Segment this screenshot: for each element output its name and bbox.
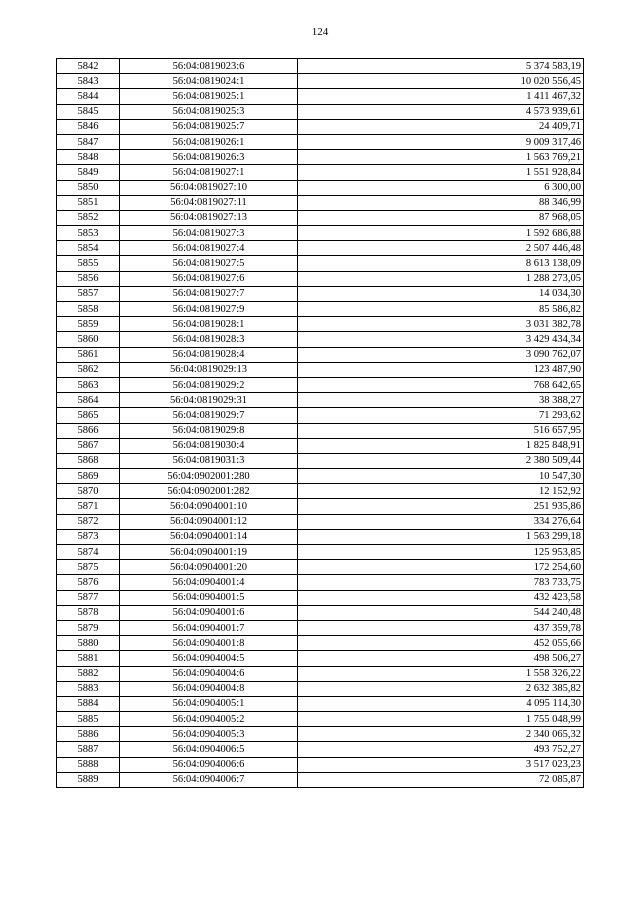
table-row xyxy=(57,772,584,787)
cadastral-number-cell: 56:04:0902001:282 xyxy=(120,484,298,499)
row-number-cell: 5858 xyxy=(57,302,120,317)
row-number-cell: 5846 xyxy=(57,119,120,134)
table-row xyxy=(57,180,584,195)
cadastral-value-cell: 12 152,92 xyxy=(298,484,584,499)
cadastral-number-cell: 56:04:0819031:3 xyxy=(120,453,298,468)
cadastral-number-cell: 56:04:0819029:8 xyxy=(120,423,298,438)
row-number-cell: 5863 xyxy=(57,377,120,392)
cadastral-value-cell: 3 429 434,34 xyxy=(298,332,584,347)
table-row xyxy=(57,134,584,149)
row-number-cell: 5856 xyxy=(57,271,120,286)
table-row xyxy=(57,666,584,681)
cadastral-value-cell: 9 009 317,46 xyxy=(298,134,584,149)
table-row xyxy=(57,742,584,757)
cadastral-value-cell: 1 288 273,05 xyxy=(298,271,584,286)
page-number: 124 xyxy=(311,26,329,38)
row-number-cell: 5869 xyxy=(57,469,120,484)
table-body xyxy=(57,59,584,788)
cadastral-value-cell: 1 592 686,88 xyxy=(298,226,584,241)
cadastral-number-cell: 56:04:0904001:8 xyxy=(120,636,298,651)
cadastral-value-cell: 6 300,00 xyxy=(298,180,584,195)
table-row xyxy=(57,362,584,377)
cadastral-number-cell: 56:04:0819030:4 xyxy=(120,438,298,453)
cadastral-value-cell: 3 031 382,78 xyxy=(298,317,584,332)
cadastral-value-cell: 1 551 928,84 xyxy=(298,165,584,180)
cadastral-value-cell: 432 423,58 xyxy=(298,590,584,605)
row-number-cell: 5861 xyxy=(57,347,120,362)
table-row xyxy=(57,499,584,514)
cadastral-value-cell: 768 642,65 xyxy=(298,377,584,392)
cadastral-number-cell: 56:04:0819027:3 xyxy=(120,226,298,241)
table-row xyxy=(57,377,584,392)
table-row xyxy=(57,651,584,666)
cadastral-value-cell: 1 563 769,21 xyxy=(298,150,584,165)
row-number-cell: 5867 xyxy=(57,438,120,453)
cadastral-value-cell: 3 517 023,23 xyxy=(298,757,584,772)
cadastral-value-cell: 1 755 048,99 xyxy=(298,712,584,727)
row-number-cell: 5860 xyxy=(57,332,120,347)
cadastral-number-cell: 56:04:0904006:5 xyxy=(120,742,298,757)
cadastral-number-cell: 56:04:0904005:3 xyxy=(120,727,298,742)
cadastral-value-cell: 437 359,78 xyxy=(298,620,584,635)
table-row xyxy=(57,438,584,453)
row-number-cell: 5857 xyxy=(57,286,120,301)
cadastral-value-cell: 334 276,64 xyxy=(298,514,584,529)
row-number-cell: 5859 xyxy=(57,317,120,332)
table-row xyxy=(57,620,584,635)
cadastral-number-cell: 56:04:0819026:1 xyxy=(120,134,298,149)
cadastral-number-cell: 56:04:0819029:13 xyxy=(120,362,298,377)
table-row xyxy=(57,560,584,575)
cadastral-value-cell: 544 240,48 xyxy=(298,605,584,620)
cadastral-value-cell: 783 733,75 xyxy=(298,575,584,590)
table-row xyxy=(57,575,584,590)
cadastral-value-cell: 4 095 114,30 xyxy=(298,696,584,711)
cadastral-number-cell: 56:04:0819029:7 xyxy=(120,408,298,423)
row-number-cell: 5877 xyxy=(57,590,120,605)
table-row xyxy=(57,119,584,134)
cadastral-number-cell: 56:04:0904004:6 xyxy=(120,666,298,681)
cadastral-value-cell: 4 573 939,61 xyxy=(298,104,584,119)
row-number-cell: 5885 xyxy=(57,712,120,727)
cadastral-number-cell: 56:04:0819027:10 xyxy=(120,180,298,195)
cadastral-value-cell: 3 090 762,07 xyxy=(298,347,584,362)
table-row xyxy=(57,347,584,362)
row-number-cell: 5862 xyxy=(57,362,120,377)
cadastral-number-cell: 56:04:0819027:7 xyxy=(120,286,298,301)
cadastral-number-cell: 56:04:0819029:2 xyxy=(120,377,298,392)
cadastral-number-cell: 56:04:0819025:7 xyxy=(120,119,298,134)
row-number-cell: 5854 xyxy=(57,241,120,256)
cadastral-number-cell: 56:04:0902001:280 xyxy=(120,469,298,484)
row-number-cell: 5878 xyxy=(57,605,120,620)
cadastral-value-cell: 2 507 446,48 xyxy=(298,241,584,256)
cadastral-number-cell: 56:04:0904001:14 xyxy=(120,529,298,544)
cadastral-value-cell: 1 411 467,32 xyxy=(298,89,584,104)
row-number-cell: 5842 xyxy=(57,59,120,74)
table-row xyxy=(57,286,584,301)
table-row xyxy=(57,332,584,347)
table-row xyxy=(57,545,584,560)
row-number-cell: 5887 xyxy=(57,742,120,757)
cadastral-number-cell: 56:04:0904004:5 xyxy=(120,651,298,666)
row-number-cell: 5868 xyxy=(57,453,120,468)
row-number-cell: 5871 xyxy=(57,499,120,514)
row-number-cell: 5882 xyxy=(57,666,120,681)
row-number-cell: 5864 xyxy=(57,393,120,408)
table-row xyxy=(57,757,584,772)
cadastral-value-cell: 2 380 509,44 xyxy=(298,453,584,468)
row-number-cell: 5844 xyxy=(57,89,120,104)
cadastral-value-cell: 452 055,66 xyxy=(298,636,584,651)
cadastral-number-cell: 56:04:0819023:6 xyxy=(120,59,298,74)
table-row xyxy=(57,636,584,651)
table-row xyxy=(57,696,584,711)
cadastral-number-cell: 56:04:0819027:9 xyxy=(120,302,298,317)
table-row xyxy=(57,241,584,256)
cadastral-number-cell: 56:04:0819027:13 xyxy=(120,210,298,225)
row-number-cell: 5872 xyxy=(57,514,120,529)
cadastral-number-cell: 56:04:0819027:6 xyxy=(120,271,298,286)
table-row xyxy=(57,165,584,180)
table-row xyxy=(57,712,584,727)
table-row xyxy=(57,226,584,241)
table-row xyxy=(57,302,584,317)
cadastral-value-cell: 38 388,27 xyxy=(298,393,584,408)
cadastral-value-cell: 125 953,85 xyxy=(298,545,584,560)
cadastral-value-cell: 14 034,30 xyxy=(298,286,584,301)
row-number-cell: 5888 xyxy=(57,757,120,772)
cadastral-number-cell: 56:04:0819027:11 xyxy=(120,195,298,210)
row-number-cell: 5873 xyxy=(57,529,120,544)
cadastral-value-cell: 72 085,87 xyxy=(298,772,584,787)
table-row xyxy=(57,484,584,499)
cadastral-number-cell: 56:04:0904006:7 xyxy=(120,772,298,787)
row-number-cell: 5845 xyxy=(57,104,120,119)
table-row xyxy=(57,590,584,605)
row-number-cell: 5849 xyxy=(57,165,120,180)
row-number-cell: 5881 xyxy=(57,651,120,666)
cadastral-number-cell: 56:04:0904006:6 xyxy=(120,757,298,772)
cadastral-value-cell: 1 558 326,22 xyxy=(298,666,584,681)
cadastral-number-cell: 56:04:0904001:12 xyxy=(120,514,298,529)
cadastral-value-cell: 5 374 583,19 xyxy=(298,59,584,74)
cadastral-value-cell: 87 968,05 xyxy=(298,210,584,225)
row-number-cell: 5876 xyxy=(57,575,120,590)
row-number-cell: 5886 xyxy=(57,727,120,742)
cadastral-value-cell: 493 752,27 xyxy=(298,742,584,757)
row-number-cell: 5883 xyxy=(57,681,120,696)
table-row xyxy=(57,393,584,408)
cadastral-number-cell: 56:04:0904005:2 xyxy=(120,712,298,727)
cadastral-number-cell: 56:04:0904001:10 xyxy=(120,499,298,514)
cadastral-value-cell: 2 340 065,32 xyxy=(298,727,584,742)
row-number-cell: 5870 xyxy=(57,484,120,499)
cadastral-value-cell: 24 409,71 xyxy=(298,119,584,134)
cadastral-number-cell: 56:04:0819027:5 xyxy=(120,256,298,271)
row-number-cell: 5850 xyxy=(57,180,120,195)
row-number-cell: 5889 xyxy=(57,772,120,787)
table-row xyxy=(57,104,584,119)
row-number-cell: 5874 xyxy=(57,545,120,560)
table-row xyxy=(57,59,584,74)
row-number-cell: 5853 xyxy=(57,226,120,241)
row-number-cell: 5851 xyxy=(57,195,120,210)
cadastral-number-cell: 56:04:0819028:3 xyxy=(120,332,298,347)
table-row xyxy=(57,469,584,484)
row-number-cell: 5855 xyxy=(57,256,120,271)
cadastral-value-cell: 1 825 848,91 xyxy=(298,438,584,453)
cadastral-number-cell: 56:04:0904001:4 xyxy=(120,575,298,590)
cadastral-value-cell: 2 632 385,82 xyxy=(298,681,584,696)
table-row xyxy=(57,529,584,544)
row-number-cell: 5880 xyxy=(57,636,120,651)
row-number-cell: 5866 xyxy=(57,423,120,438)
cadastral-number-cell: 56:04:0904001:7 xyxy=(120,620,298,635)
cadastral-number-cell: 56:04:0904005:1 xyxy=(120,696,298,711)
table-row xyxy=(57,423,584,438)
table-row xyxy=(57,514,584,529)
row-number-cell: 5852 xyxy=(57,210,120,225)
table-row xyxy=(57,256,584,271)
cadastral-number-cell: 56:04:0819027:4 xyxy=(120,241,298,256)
table-row xyxy=(57,210,584,225)
row-number-cell: 5875 xyxy=(57,560,120,575)
cadastral-number-cell: 56:04:0819029:31 xyxy=(120,393,298,408)
row-number-cell: 5865 xyxy=(57,408,120,423)
cadastral-value-cell: 172 254,60 xyxy=(298,560,584,575)
cadastral-value-cell: 71 293,62 xyxy=(298,408,584,423)
cadastral-value-table xyxy=(56,58,584,788)
cadastral-number-cell: 56:04:0819025:3 xyxy=(120,104,298,119)
cadastral-number-cell: 56:04:0904004:8 xyxy=(120,681,298,696)
row-number-cell: 5843 xyxy=(57,74,120,89)
table-row xyxy=(57,681,584,696)
row-number-cell: 5884 xyxy=(57,696,120,711)
cadastral-number-cell: 56:04:0904001:5 xyxy=(120,590,298,605)
row-number-cell: 5848 xyxy=(57,150,120,165)
table-row xyxy=(57,150,584,165)
row-number-cell: 5847 xyxy=(57,134,120,149)
table-row xyxy=(57,453,584,468)
cadastral-value-cell: 88 346,99 xyxy=(298,195,584,210)
table-row xyxy=(57,605,584,620)
table-row xyxy=(57,195,584,210)
table-row xyxy=(57,271,584,286)
cadastral-value-cell: 516 657,95 xyxy=(298,423,584,438)
cadastral-value-cell: 10 020 556,45 xyxy=(298,74,584,89)
cadastral-number-cell: 56:04:0819028:1 xyxy=(120,317,298,332)
cadastral-number-cell: 56:04:0819025:1 xyxy=(120,89,298,104)
cadastral-value-cell: 1 563 299,18 xyxy=(298,529,584,544)
table-row xyxy=(57,74,584,89)
cadastral-value-cell: 123 487,90 xyxy=(298,362,584,377)
cadastral-value-cell: 251 935,86 xyxy=(298,499,584,514)
cadastral-number-cell: 56:04:0819024:1 xyxy=(120,74,298,89)
table-row xyxy=(57,317,584,332)
cadastral-number-cell: 56:04:0819026:3 xyxy=(120,150,298,165)
table-row xyxy=(57,727,584,742)
cadastral-value-cell: 10 547,30 xyxy=(298,469,584,484)
cadastral-number-cell: 56:04:0904001:20 xyxy=(120,560,298,575)
row-number-cell: 5879 xyxy=(57,620,120,635)
cadastral-number-cell: 56:04:0819028:4 xyxy=(120,347,298,362)
table-row xyxy=(57,408,584,423)
cadastral-number-cell: 56:04:0819027:1 xyxy=(120,165,298,180)
cadastral-value-cell: 498 506,27 xyxy=(298,651,584,666)
cadastral-value-cell: 85 586,82 xyxy=(298,302,584,317)
table-row xyxy=(57,89,584,104)
cadastral-number-cell: 56:04:0904001:6 xyxy=(120,605,298,620)
cadastral-number-cell: 56:04:0904001:19 xyxy=(120,545,298,560)
cadastral-value-cell: 8 613 138,09 xyxy=(298,256,584,271)
